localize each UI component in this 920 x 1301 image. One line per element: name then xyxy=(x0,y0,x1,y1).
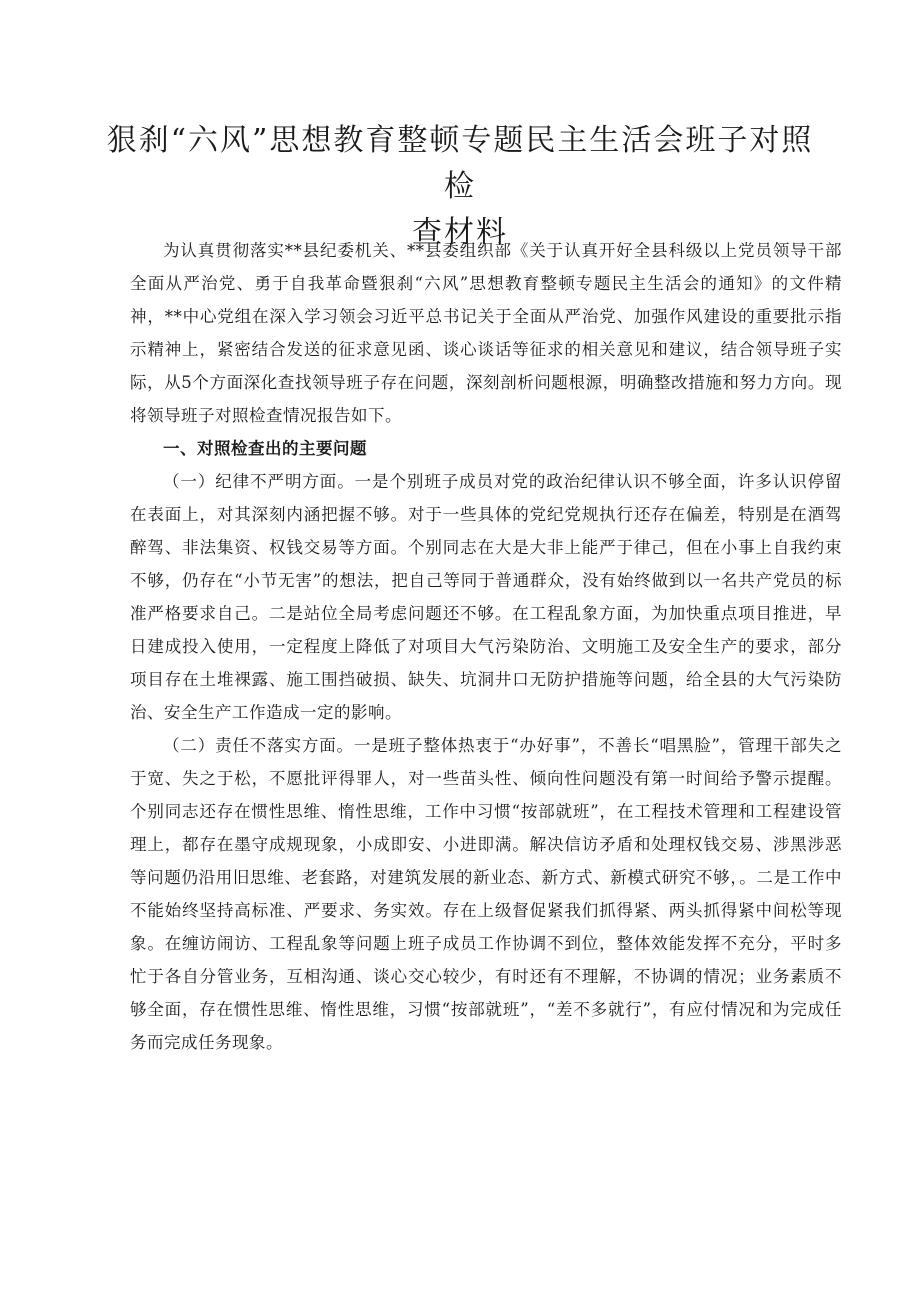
responsibility-paragraph: （二）责任不落实方面。一是班子整体热衷于“办好事”，不善长“唱黑脸”，管理干部失之于宽、失之于松，不愿批评得罪人，对一些苗头性、倾向性问题没有第一时间给予警示提醒。个别同志还存在惯性思维、惰性思维，工作中习惯“按部就班”，在工程技术管理和工程建设管理上，都存在墨守成规现象，小成即安、小进即满。解决信访矛盾和处理权钱交易、涉黑涉恶等问题仍沿用旧思维、老套路，对建筑发展的新业态、新方式、新模式研究不够，。二是工作中不能始终坚持高标准、严要求、务实效。存在上级督促紧我们抓得紧、两头抓得紧中间松等现象。在缠访闹访、工程乱象等问题上班子成员工作协调不到位，整体效能发挥不充分，平时多忙于各自分管业务，互相沟通、谈心交心较少，有时还有不理解，不协调的情况；业务素质不够全面，存在惯性思维、惰性思维，习惯“按部就班”，“差不多就行”，有应付情况和为完成任务而完成任务现象。 xyxy=(130,736,842,1052)
title-line-1: 狠刹“六风”思想教育整顿专题民主生活会班子对照检 xyxy=(106,123,814,204)
discipline-paragraph: （一）纪律不严明方面。一是个别班子成员对党的政治纪律认识不够全面，许多认识停留在表面上，对其深刻内涵把握不够。对于一些具体的党纪党规执行还存在偏差，特别是在酒驾醉驾、非法集资、权钱交易等方面。个别同志在大是大非上能严于律己，但在小事上自我约束不够，仍存在“小节无害”的想法，把自己等同于普通群众，没有始终做到以一名共产党员的标准严格要求自己。二是站位全局考虑问题还不够。在工程乱象方面，为加快重点项目推进，早日建成投入使用，一定程度上降低了对项目大气污染防治、文明施工及安全生产的要求，部分项目存在土堆裸露、施工围挡破损、缺失、坑洞井口无防护措施等问题，给全县的大气污染防治、安全生产工作造成一定的影响。 xyxy=(130,472,842,722)
title-line-2: 查材料 xyxy=(412,215,508,250)
intro-paragraph: 为认真贯彻落实**县纪委机关、**县委组织部《关于认真开好全县科级以上党员领导干部全面从严治党、勇于自我革命暨狠刹“六风”思想教育整顿专题民主生活会的通知》的文件精神，**中心党组在深入学习领会习近平总书记关于全面从严治党、加强作风建设的重要批示指示精神上，紧密结合发送的征求意见函、谈心谈话等征求的相关意见和建议，结合领导班子实际，从5个方面深化查找领导班子存在问题，深刻剖析问题根源，明确整改措施和努力方向。现将领导班子对照检查情况报告如下。 xyxy=(130,241,842,425)
document-body xyxy=(130,234,842,1059)
section-heading: 一、对照检查出的主要问题 xyxy=(163,439,367,458)
